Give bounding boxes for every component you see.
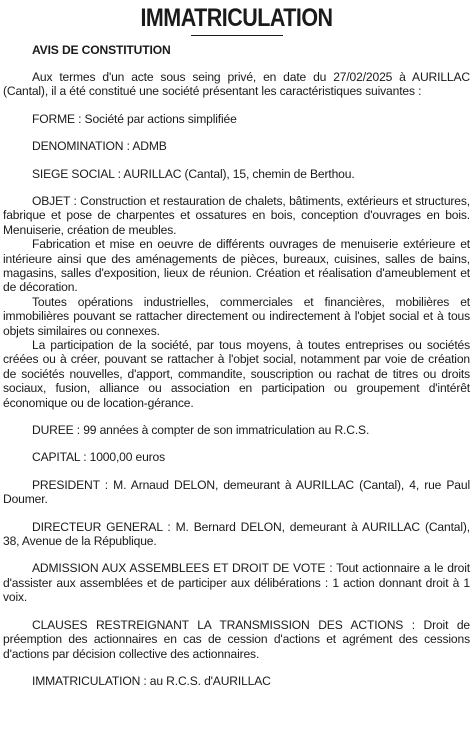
notice-body xyxy=(3,43,470,688)
president-paragraph: PRESIDENT : M. Arnaud DELON, demeurant à AURILLAC (Cantal), 4, rue Paul Doumer. xyxy=(3,477,470,507)
duree-paragraph: DUREE : 99 années à compter de son immatriculation au R.C.S. xyxy=(32,423,370,438)
clauses-paragraph: CLAUSES RESTREIGNANT LA TRANSMISSION DES ACTIONS : Droit de préemption des actionnaires en cas de cession d'actions et agrément des cessions d'actions par décision collective des actionnaires. xyxy=(3,617,470,661)
directeur-paragraph: DIRECTEUR GENERAL : M. Bernard DELON, demeurant à AURILLAC (Cantal), 38, Avenue de la République. xyxy=(3,519,470,549)
title-underline xyxy=(191,35,283,36)
section-heading: AVIS DE CONSTITUTION xyxy=(32,43,171,57)
objet-paragraph-1: OBJET : Construction et restauration de chalets, bâtiments, extérieurs et structures, fabrique et pose de charpentes et ossatures en bois, conception d'ouvrages en bois. Menuiserie, création de meubles. xyxy=(3,193,470,237)
denomination-paragraph: DENOMINATION : ADMB xyxy=(32,139,167,154)
siege-paragraph: SIEGE SOCIAL : AURILLAC (Cantal), 15, chemin de Berthou. xyxy=(32,166,355,181)
immatriculation-paragraph: IMMATRICULATION : au R.C.S. d'AURILLAC xyxy=(32,673,271,688)
objet-paragraph-4: La participation de la société, par tous moyens, à toutes entreprises ou sociétés créées ou à créer, pouvant se rattacher à l'objet social, notamment par voie de création de sociétés nouvelles, d'apport, commandite, souscription ou rachat de titres ou droits sociaux, fusion, alliance ou association en participation ou groupement d'intérêt économique ou de location-gérance. xyxy=(3,338,470,410)
forme-paragraph: FORME : Société par actions simplifiée xyxy=(32,111,237,126)
admission-paragraph: ADMISSION AUX ASSEMBLEES ET DROIT DE VOTE : Tout actionnaire a le droit d'assister aux assemblées et de participer aux délibérations : 1 action donnant droit à 1 voix. xyxy=(3,561,470,605)
objet-paragraph-3: Toutes opérations industrielles, commerciales et financières, mobilières et immobilières pouvant se rattacher directement ou indirectement à l'objet social et à tous objets similaires ou connexes. xyxy=(3,294,470,338)
capital-paragraph: CAPITAL : 1000,00 euros xyxy=(32,450,166,465)
objet-paragraph-2: Fabrication et mise en oeuvre de différents ouvrages de menuiserie extérieure et intérieure ainsi que des aménagements de pièces, bureaux, cuisines, salles de bains, magasins, salles d'exposition, lieux de réunion. Création et réalisation d'ameublement et de décoration. xyxy=(3,237,470,295)
notice-title: IMMATRICULATION xyxy=(140,4,333,32)
intro-paragraph: Aux termes d'un acte sous seing privé, en date du 27/02/2025 à AURILLAC (Cantal), il a été constitué une société présentant les caractéristiques suivantes : xyxy=(3,69,470,99)
